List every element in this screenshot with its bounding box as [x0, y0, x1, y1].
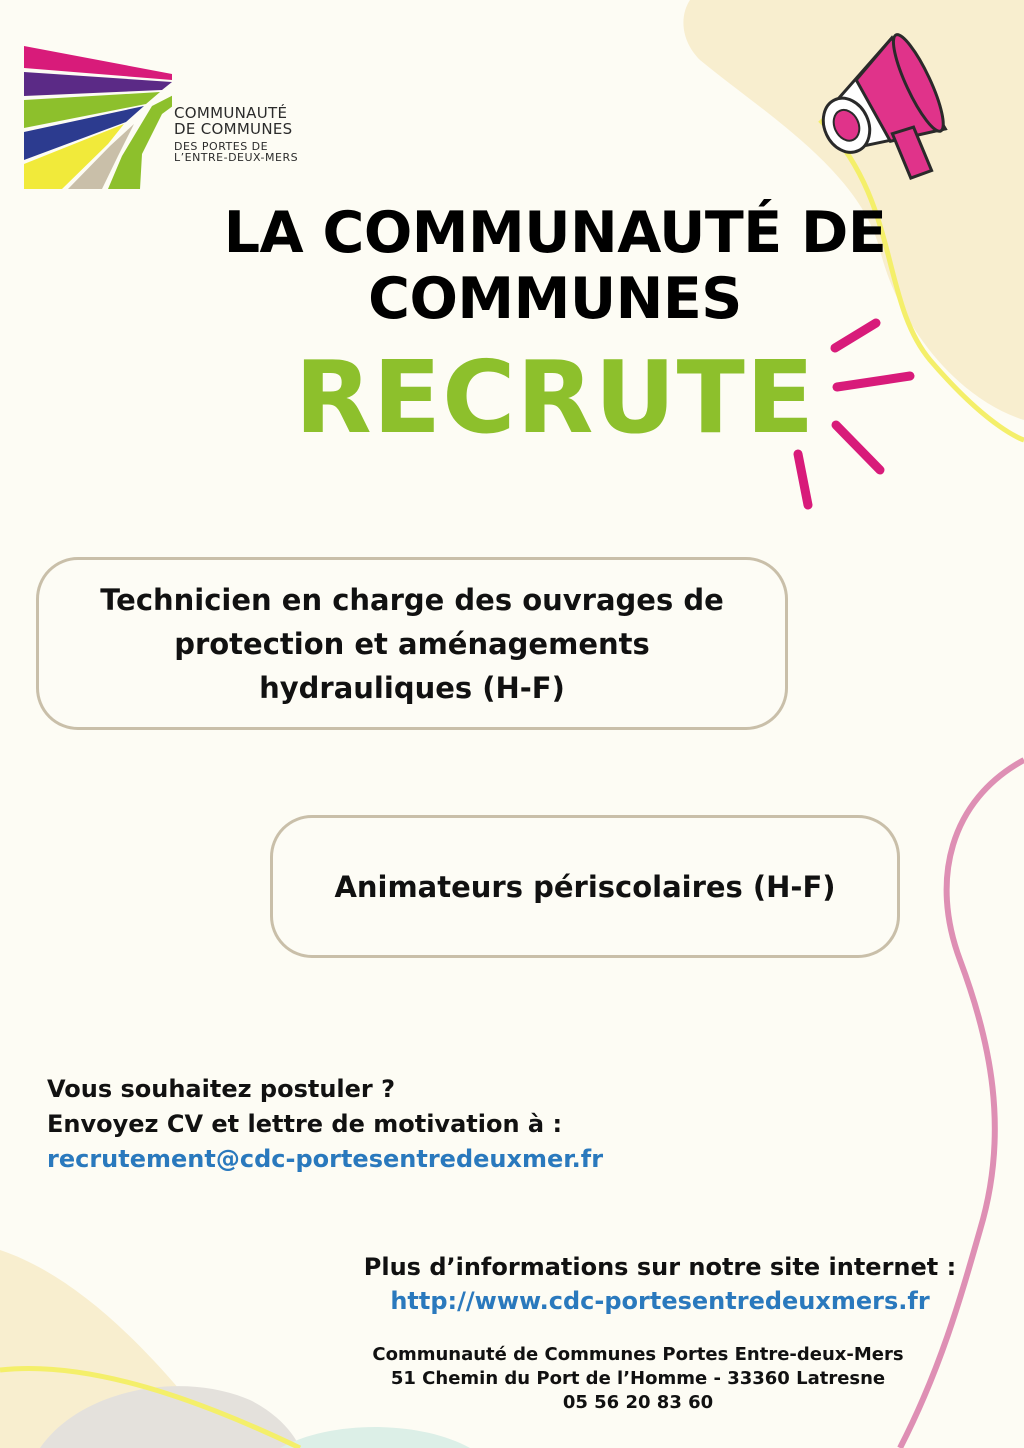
- apply-email-link[interactable]: recrutement@cdc-portesentredeuxmer.fr: [47, 1145, 604, 1173]
- address-phone: 05 56 20 83 60: [562, 1392, 714, 1413]
- logo-line-1: COMMUNAUTÉ: [174, 104, 288, 122]
- job-offer-technicien: [36, 557, 788, 730]
- page-headline: [150, 200, 960, 332]
- logo-line-3: DES PORTES DE: [174, 139, 269, 153]
- job-offer-animateurs: [270, 815, 900, 958]
- teal-blob-bottom: [280, 1427, 470, 1448]
- headline-highlight: RECRUTE: [294, 339, 816, 456]
- headline-line-2: COMMUNES: [368, 266, 742, 332]
- job-1-line-3: hydrauliques (H-F): [259, 670, 565, 705]
- job-1-line-1: Technicien en charge des ouvrages de: [100, 582, 724, 617]
- info-section: [300, 1250, 1020, 1318]
- logo-line-4: L’ENTRE-DEUX-MERS: [174, 151, 299, 165]
- apply-question: Vous souhaitez postuler ?: [47, 1075, 396, 1103]
- address-name: Communauté de Communes Portes Entre-deux-Mers: [372, 1344, 904, 1365]
- logo-stripes-icon: [22, 44, 172, 194]
- apply-section: [47, 1072, 603, 1177]
- address-block: [300, 1343, 976, 1415]
- info-text: Plus d’informations sur notre site internet :: [363, 1253, 957, 1281]
- megaphone-icon: [800, 20, 980, 190]
- job-2-title: Animateurs périscolaires (H-F): [334, 869, 836, 904]
- job-1-line-2: protection et aménagements: [174, 626, 650, 661]
- organization-logo: [22, 44, 342, 194]
- apply-instruction: Envoyez CV et lettre de motivation à :: [47, 1110, 563, 1138]
- address-street: 51 Chemin du Port de l’Homme - 33360 Latresne: [390, 1368, 886, 1389]
- logo-line-2: DE COMMUNES: [174, 119, 293, 138]
- website-link[interactable]: http://www.cdc-portesentredeuxmers.fr: [390, 1287, 930, 1315]
- headline-line-1: LA COMMUNAUTÉ DE: [223, 200, 887, 266]
- logo-text: [174, 106, 298, 164]
